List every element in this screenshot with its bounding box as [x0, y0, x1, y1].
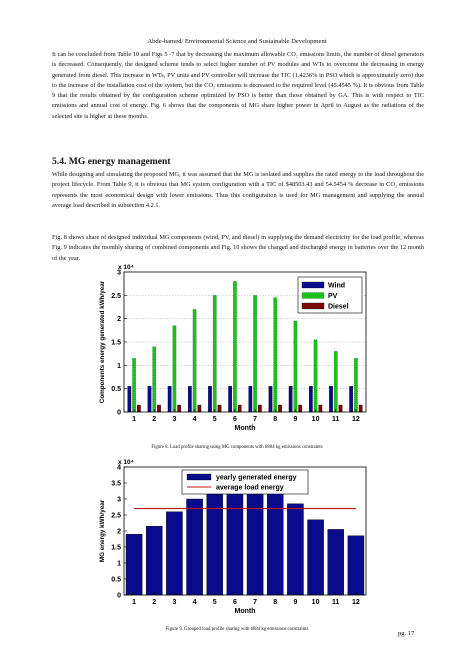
bar-pv [253, 295, 256, 412]
bar-pv [193, 309, 196, 412]
bar-diesel [198, 405, 201, 412]
bar-diesel [177, 405, 180, 412]
bar-yearly-generated [348, 536, 364, 595]
bar-wind [249, 386, 252, 412]
bar-pv [294, 321, 297, 412]
bar-pv [173, 326, 176, 412]
legend-label-diesel: Diesel [328, 303, 349, 311]
y-tick-label: 2.5 [111, 512, 121, 520]
x-tick-label: 5 [212, 599, 217, 606]
bar-yearly-generated [166, 512, 182, 595]
y-tick-label: 3 [117, 269, 121, 277]
bar-yearly-generated [227, 481, 243, 595]
bar-pv [334, 351, 337, 412]
legend-label-yearly: yearly generated energy [216, 474, 297, 482]
y-tick-label: 1.5 [111, 339, 121, 347]
bar-diesel [298, 405, 301, 412]
x-axis-label: Month [234, 425, 256, 432]
legend-label-wind: Wind [328, 282, 346, 290]
y-exponent-label: x 10⁴ [118, 459, 134, 466]
bar-wind [208, 386, 211, 412]
y-tick-label: 0.5 [111, 386, 121, 394]
y-tick-label: 2 [117, 528, 121, 536]
x-tick-label: 1 [132, 599, 137, 606]
x-tick-label: 1 [132, 416, 137, 423]
y-tick-label: 2.5 [111, 292, 121, 300]
bar-yearly-generated [126, 534, 142, 595]
bar-diesel [218, 405, 221, 412]
x-tick-label: 4 [192, 416, 197, 423]
bar-pv [153, 347, 156, 412]
paragraph-1: It can be concluded from Table 10 and Figs 5 -7 that by decreasing the maximum allowable CO₂ emissions limits, the number of diesel generators is decreased. Consequently, the designed scheme tends to select higher number of PV modules and WTs to overcome the decreasing in energy generated from diesel. This increase in WTs, PV units and PV controller will increase the TIC (1.4236% in PSO which is approximately zero) due to the increase of the installation cost of the system, but the CO₂ emissions is decreased to the required level (45.4545 %). It is obvious from Table 9 that the results obtained by the configuration scheme optimized by PSO is better than those obtained by GA. This is with respect to TIC emissions and annual cost of energy. Fig. 6 shows that the components of MG share higher power in April to August as the radiations of the selected site is higher at these months. [52, 51, 424, 120]
legend-swatch-pv [302, 293, 324, 299]
bar-wind [269, 386, 272, 412]
x-tick-label: 9 [293, 599, 298, 606]
figure-8-caption: Figure 8. Load profile sharing using MG components with 6884 kg emissions constraints [151, 445, 323, 450]
x-tick-label: 2 [152, 416, 157, 423]
y-tick-label: 4 [117, 464, 121, 472]
section-heading: 5.4. MG energy management [52, 156, 171, 167]
bar-diesel [339, 405, 342, 412]
x-tick-label: 5 [212, 416, 217, 423]
x-tick-label: 10 [311, 599, 320, 606]
bar-diesel [137, 405, 140, 412]
y-tick-label: 3.5 [111, 480, 121, 488]
bar-wind [148, 386, 151, 412]
x-tick-label: 6 [232, 416, 237, 423]
y-tick-label: 0 [117, 592, 121, 600]
bar-pv [354, 358, 357, 412]
bar-pv [274, 298, 277, 412]
bar-wind [168, 386, 171, 412]
figure-9-chart [76, 455, 380, 625]
bar-wind [289, 386, 292, 412]
bar-diesel [238, 405, 241, 412]
bar-diesel [359, 405, 362, 412]
x-tick-label: 12 [352, 416, 360, 423]
bar-diesel [157, 405, 160, 412]
legend-label-pv: PV [328, 293, 338, 300]
x-axis-label: Month [234, 608, 256, 615]
x-tick-label: 9 [293, 416, 298, 423]
x-tick-label: 2 [152, 599, 157, 606]
x-tick-label: 11 [332, 416, 340, 423]
figure-8-chart [76, 258, 380, 443]
x-tick-label: 11 [332, 599, 340, 606]
bar-pv [132, 358, 135, 412]
y-axis-label: Components energy generated kWh/year [99, 280, 106, 404]
legend-swatch-wind [302, 282, 324, 288]
x-tick-label: 10 [311, 416, 320, 423]
x-tick-label: 6 [232, 599, 237, 606]
bar-wind [228, 386, 231, 412]
y-axis-label: MG energy kWh/year [99, 499, 106, 563]
x-tick-label: 8 [273, 416, 278, 423]
bar-wind [309, 386, 312, 412]
legend-swatch-yearly [187, 474, 211, 480]
y-tick-label: 3 [117, 496, 121, 504]
bar-yearly-generated [287, 504, 303, 595]
bar-pv [233, 281, 236, 412]
bar-diesel [278, 405, 281, 412]
y-tick-label: 1 [117, 560, 121, 568]
running-header: Abde-hamed/ Environmental Science and Sustainable Development [147, 38, 327, 45]
bar-yearly-generated [328, 529, 344, 595]
bar-pv [213, 295, 216, 412]
bar-diesel [258, 405, 261, 412]
figure-9-caption: Figure 9. Grouped load profile sharing with 6884 kg emissions constraints [165, 627, 309, 632]
y-tick-label: 1 [117, 362, 121, 370]
x-tick-label: 3 [172, 416, 177, 423]
bar-wind [128, 386, 131, 412]
paragraph-3: Fig. 8 shows share of designed individual MG components (wind, PV, and diesel) in supplying the demand electricity for the load profile, whereas Fig. 9 indicates the monthly sharing of combined components and Fig. 10 shows the charged and discharged energy in batteries over the 12 month of the year. [52, 234, 424, 262]
y-tick-label: 0.5 [111, 576, 121, 584]
x-tick-label: 12 [352, 599, 360, 606]
x-tick-label: 3 [172, 599, 177, 606]
figure-9-legend [182, 470, 308, 494]
figure-8-legend [298, 277, 362, 313]
bar-diesel [319, 405, 322, 412]
bar-wind [188, 386, 191, 412]
y-tick-label: 2 [117, 316, 121, 324]
page-number: pg. 17 [398, 630, 415, 637]
y-tick-label: 1.5 [111, 544, 121, 552]
bar-yearly-generated [308, 520, 324, 595]
bar-wind [349, 386, 352, 412]
bar-yearly-generated [187, 499, 203, 595]
bar-yearly-generated [146, 526, 162, 595]
x-tick-label: 7 [253, 416, 258, 423]
x-tick-label: 4 [192, 599, 197, 606]
bar-wind [329, 386, 332, 412]
paragraph-2: While designing and simulating the proposed MG, it was assumed that the MG is isolated and supplies the rated energy to the load throughout the project lifecycle. From Table 9, it is obvious that MG system configuration with a TIC of $48503.43 and 54.5454 % decrease in CO₂ emissions represents the most economical design with lower emissions. Thus this configuration is used for MG management and supplying the annual average load described in subsection 4.2.1. [52, 171, 424, 209]
bar-yearly-generated [247, 489, 263, 595]
y-exponent-label: x 10⁴ [118, 264, 134, 271]
x-tick-label: 7 [253, 599, 258, 606]
bar-pv [314, 340, 317, 412]
y-tick-label: 0 [117, 409, 121, 417]
legend-label-average: average load energy [216, 484, 284, 492]
bar-yearly-generated [207, 491, 223, 595]
x-tick-label: 8 [273, 599, 278, 606]
bar-yearly-generated [267, 493, 283, 595]
legend-swatch-diesel [302, 303, 324, 309]
